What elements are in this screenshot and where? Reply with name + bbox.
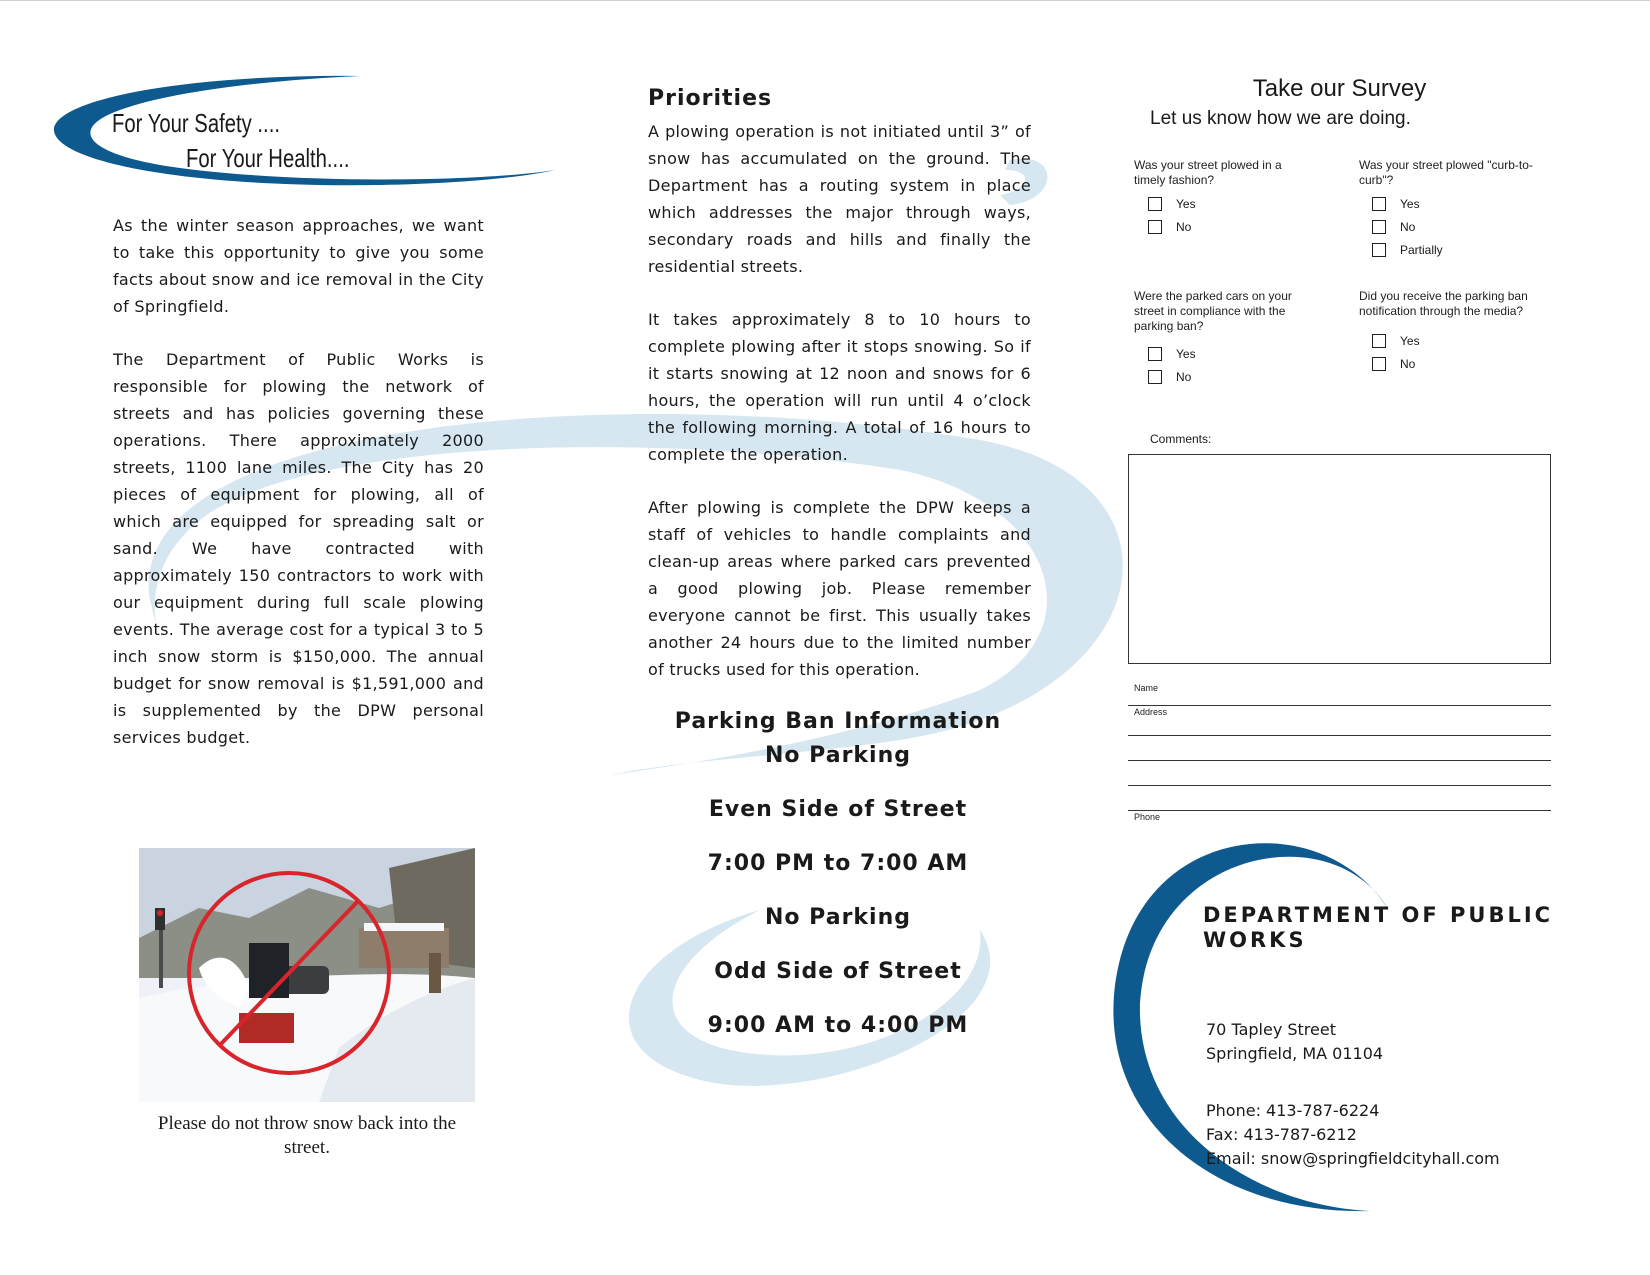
- parking-ban-heading: Parking Ban Information: [674, 709, 1002, 734]
- department-title: [1203, 903, 1553, 953]
- q3-no-option[interactable]: [1148, 365, 1309, 388]
- q4-yes-option[interactable]: [1372, 329, 1549, 352]
- name-label: Name: [1134, 683, 1159, 693]
- phone-label: Phone: [1134, 812, 1161, 822]
- street-address: 70 Tapley Street: [1206, 1020, 1336, 1039]
- dpw-paragraph: The Department of Public Works is responsible for plowing the network of streets and has policies governing these operations. There approximately 2000 streets, 1100 lane miles. The City has 20 pieces of equipment for plowing, all of which are equipped for spreading salt or sand. We have contracted with approximately 150 contractors to work with our equipment during full scale plowing events. The average cost for a typical 3 to 5 inch snow storm is $150,000. The annual budget for snow removal is $1,591,000 and is supplemented by the DPW personal services budget.: [113, 350, 484, 747]
- survey-question-4: [1359, 289, 1549, 375]
- q4-no-option[interactable]: [1372, 352, 1549, 375]
- survey-subtitle: Let us know how we are doing.: [1150, 108, 1411, 129]
- option-label: Yes: [1400, 333, 1420, 348]
- email-address[interactable]: Email: snow@springfieldcityhall.com: [1206, 1149, 1500, 1168]
- q1-yes-option[interactable]: [1148, 192, 1304, 215]
- health-line-2: For Your Health....: [186, 143, 350, 173]
- question-1-text: Was your street plowed in a timely fashion?: [1134, 158, 1282, 187]
- checkbox[interactable]: [1372, 220, 1386, 234]
- option-label: Yes: [1400, 196, 1420, 211]
- question-3-text: Were the parked cars on your street in compliance with the parking ban?: [1134, 289, 1292, 333]
- survey-title: Take our Survey: [1252, 75, 1427, 102]
- comments-box[interactable]: [1128, 454, 1551, 664]
- comments-label: Comments:: [1150, 432, 1212, 446]
- department-title-line-2: WORKS: [1203, 928, 1307, 952]
- option-label: No: [1176, 369, 1192, 384]
- address-label: Address: [1134, 707, 1168, 717]
- name-line[interactable]: [1128, 705, 1551, 706]
- fax-number: Fax: 413-787-6212: [1206, 1125, 1357, 1144]
- option-label: Partially: [1400, 242, 1443, 257]
- option-label: No: [1400, 219, 1416, 234]
- checkbox[interactable]: [1372, 334, 1386, 348]
- q2-no-option[interactable]: [1372, 215, 1549, 238]
- odd-side-hours: 9:00 AM to 4:00 PM: [707, 1013, 969, 1038]
- no-parking-label-1: No Parking: [765, 743, 911, 768]
- option-label: Yes: [1176, 346, 1196, 361]
- checkbox[interactable]: [1372, 197, 1386, 211]
- odd-side-label: Odd Side of Street: [714, 959, 962, 984]
- address-line-1[interactable]: [1128, 735, 1551, 736]
- department-contacts: [1206, 1099, 1500, 1171]
- priorities-paragraph-3: After plowing is complete the DPW keeps a staff of vehicles to handle complaints and clean-up areas where parked cars prevented a good plowing job. Please remember everyone cannot be first. This usually takes another 24 hours due to the limited number of trucks used for this operation.: [648, 498, 1031, 679]
- checkbox[interactable]: [1148, 347, 1162, 361]
- no-parking-label-2: No Parking: [765, 905, 911, 930]
- checkbox[interactable]: [1148, 197, 1162, 211]
- q3-yes-option[interactable]: [1148, 342, 1309, 365]
- department-address: [1206, 1018, 1383, 1066]
- checkbox[interactable]: [1148, 370, 1162, 384]
- photo-caption: Please do not throw snow back into the street.: [157, 1113, 457, 1158]
- department-title-line-1: DEPARTMENT OF PUBLIC: [1203, 903, 1554, 927]
- checkbox[interactable]: [1148, 220, 1162, 234]
- intro-paragraph: As the winter season approaches, we want to take this opportunity to give you some facts about snow and ice removal in the City of Springfield.: [113, 216, 484, 316]
- priorities-paragraph-2: It takes approximately 8 to 10 hours to complete plowing after it stops snowing. So if it starts snowing at 12 noon and snows for 6 hours, the operation will run until 4 o’clock the following morning. A total of 16 hours to complete the operation.: [648, 310, 1031, 464]
- city-state-zip: Springfield, MA 01104: [1206, 1044, 1384, 1063]
- priorities-heading: Priorities: [648, 86, 773, 111]
- question-4-text: Did you receive the parking ban notification through the media?: [1359, 289, 1528, 318]
- even-side-label: Even Side of Street: [708, 797, 968, 822]
- priorities-paragraph-1: A plowing operation is not initiated until 3” of snow has accumulated on the ground. The Department has a routing system in place which addresses the major through ways, secondary roads and hills and finally the residential streets.: [648, 122, 1031, 276]
- phone-line[interactable]: [1128, 810, 1551, 811]
- option-label: No: [1400, 356, 1416, 371]
- phone-number: Phone: 413-787-6224: [1206, 1101, 1380, 1120]
- q2-yes-option[interactable]: [1372, 192, 1549, 215]
- q2-partially-option[interactable]: [1372, 238, 1549, 261]
- option-label: No: [1176, 219, 1192, 234]
- checkbox[interactable]: [1372, 357, 1386, 371]
- safety-line-1: For Your Safety ....: [112, 108, 280, 138]
- address-line-3[interactable]: [1128, 785, 1551, 786]
- survey-question-3: [1134, 289, 1309, 388]
- survey-question-2: [1359, 158, 1549, 261]
- question-2-text: Was your street plowed "curb-to-curb"?: [1359, 158, 1533, 187]
- snowblower-photo: [139, 848, 475, 1102]
- address-line-2[interactable]: [1128, 760, 1551, 761]
- option-label: Yes: [1176, 196, 1196, 211]
- survey-question-1: [1134, 158, 1304, 238]
- even-side-hours: 7:00 PM to 7:00 AM: [707, 851, 969, 876]
- q1-no-option[interactable]: [1148, 215, 1304, 238]
- checkbox[interactable]: [1372, 243, 1386, 257]
